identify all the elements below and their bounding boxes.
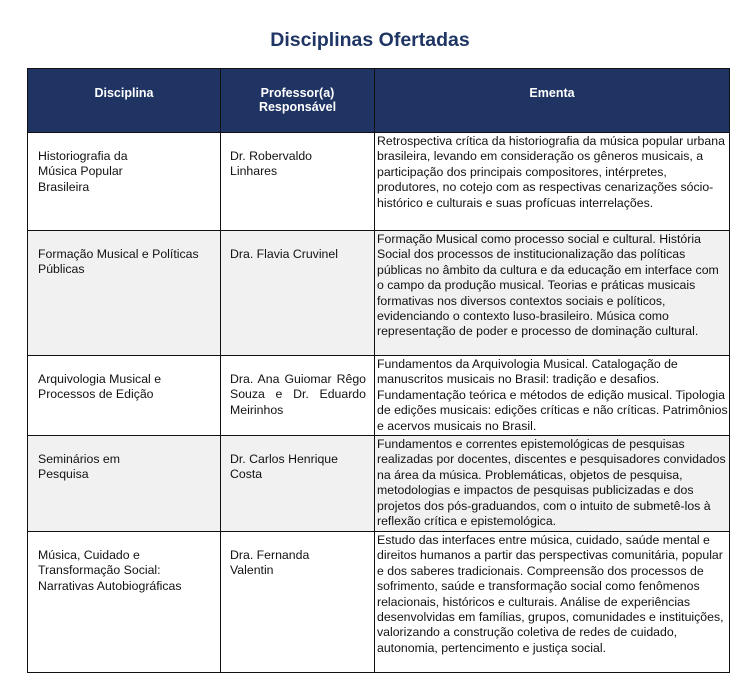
table-row — [28, 356, 730, 436]
header-professor-line1: Professor(a) — [260, 86, 335, 100]
header-syllabus-label: Ementa — [529, 86, 575, 100]
table-row — [28, 532, 730, 673]
disciplines-table — [27, 68, 730, 673]
professor-cell: Dra. Fernanda Valentin — [221, 532, 375, 673]
discipline-cell: Formação Musical e Políticas Públicas — [28, 231, 221, 356]
discipline-cell: Música, Cuidado e Transformação Social: Narrativas Autobiográficas — [28, 532, 221, 673]
table-header-row — [28, 69, 730, 133]
discipline-cell: Historiografia da Música Popular Brasileira — [28, 133, 221, 231]
syllabus-cell: Retrospectiva crítica da historiografia da música popular urbana brasileira, levando em consideração os gêneros musicais, a participação dos principais compositores, intérpretes, produtores, no cotejo com as respectivas cenarizações sócio-histórico e culturais e suas profícuas interrelações. — [375, 133, 730, 231]
header-professor-line2: Responsável — [258, 100, 337, 114]
page-title: Disciplinas Ofertadas — [270, 29, 470, 51]
syllabus-cell: Fundamentos da Arquivologia Musical. Catalogação de manuscritos musicais no Brasil: tradição e desafios. Fundamentação teórica e métodos de edição musical. Tipologia de edições musicais: edições críticas e não críticas. Patrimônios e acervos musicais no Brasil. — [375, 356, 730, 436]
discipline-cell: Seminários em Pesquisa — [28, 436, 221, 532]
table-row — [28, 436, 730, 532]
syllabus-cell: Formação Musical como processo social e cultural. História Social dos processos de institucionalização das políticas públicas no âmbito da cultura e da educação em interface com o campo da produção musical. Teorias e práticas musicais formativas nos diversos contextos sociais e políticos, evidenciando o contexto luso-brasileiro. Música como representação de poder e processo de dominação cultural. — [375, 231, 730, 356]
table-row — [28, 133, 730, 231]
header-syllabus — [375, 69, 730, 133]
syllabus-cell: Estudo das interfaces entre música, cuidado, saúde mental e direitos humanos a partir das perspectivas comunitária, popular e dos saberes tradicionais. Compreensão dos processos de sofrimento, saúde e transformação social como fenômenos relacionais, históricos e culturais. Análise de experiências desenvolvidas em famílias, grupos, comunidades e instituições, valorizando a construção coletiva de redes de cuidado, autonomia, pertencimento e justiça social. — [375, 532, 730, 673]
header-discipline-label: Disciplina — [94, 86, 154, 100]
professor-cell: Dr. Carlos Henrique Costa — [221, 436, 375, 532]
table-row — [28, 231, 730, 356]
professor-cell: Dra. Flavia Cruvinel — [221, 231, 375, 356]
header-professor — [221, 69, 375, 133]
professor-cell: Dr. Robervaldo Linhares — [221, 133, 375, 231]
discipline-cell: Arquivologia Musical e Processos de Edição — [28, 356, 221, 436]
header-discipline — [28, 69, 221, 133]
syllabus-cell: Fundamentos e correntes epistemológicas de pesquisas realizadas por docentes, discentes e pesquisadores convidados na área da música. Problemáticas, objetos de pesquisa, metodologias e impactos de pesquisas publicizadas e dos projetos dos pós-graduandos, com o intuito de submetê-los à reflexão crítica e epistemológica. — [375, 436, 730, 532]
professor-cell: Dra. Ana Guiomar Rêgo Souza e Dr. Eduardo Meirinhos — [221, 356, 375, 436]
